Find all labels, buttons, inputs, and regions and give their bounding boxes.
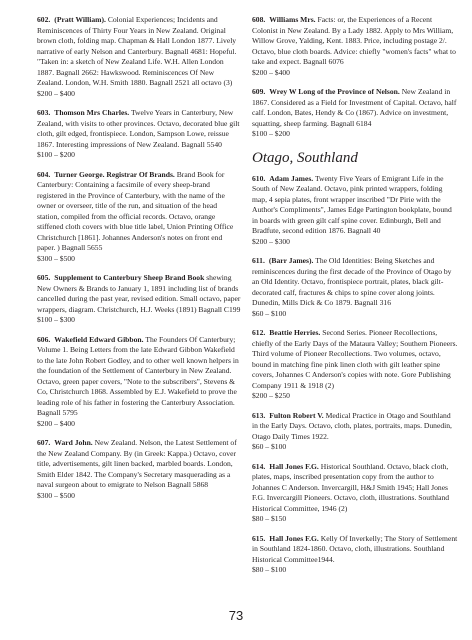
- lot-price: $200 – $400: [37, 88, 75, 98]
- lot-602: [37, 15, 241, 99]
- lot-description: Twelve Years in Canterbury, New Zealand, with visits to other provinces. Octavo, decorated blue gilt cloth, gilt edged, frontispiece. London, Sampson Lowe, reissue 1867. Interesting impressions of New Zealand. Bagnall 5540: [37, 108, 240, 149]
- lot-number: 608.: [252, 15, 266, 24]
- page-number: 73: [228, 608, 244, 623]
- lot-number: 613.: [252, 410, 266, 420]
- lot-description: Medical Practice in Otago and Southland in the Early Days. Octavo, cloth, plates, portraits, maps. Dunedin, Otago Daily Times 1922.: [252, 410, 452, 441]
- lot-description: The Old Identities: Being Sketches and reminiscences during the first decade of the Province of Otago by an Old Identity. Octavo, frontispiece portrait, plates, black gilt-decorated calf, fractures & chips to spine cover along joints. Dunedin, Mills Dick & Co 1879. Bagnall 316: [252, 256, 452, 307]
- lot-heading: Beattie Herries.: [269, 328, 321, 337]
- lot-heading: (Barr James).: [268, 256, 314, 265]
- lot-description: The Founders Of Canterbury; Volume 1. Being Letters from the late Edward Gibbon Wakefield to the late John Robert Godley, and to other well known helpers in the foundation of the Settlement of Canterbury in New Zealand. Octavo, green paper covers, "Note to the subscribers", Stevens & Co, Christchurch 1868. Assembled by E.J. Wakefield to prove the leading role of his father in fostering the Canterbury Association. Bagnall 5795: [37, 334, 239, 417]
- lot-heading: Wrey W Long of the Province of Nelson.: [269, 87, 400, 96]
- section-title: Otago, Southland: [252, 149, 358, 166]
- lot-heading: Wakefield Edward Gibbon.: [54, 334, 144, 344]
- lot-610: [252, 174, 458, 248]
- lot-heading: Hall Jones F.G.: [269, 461, 319, 471]
- lot-price: $300 – $500: [37, 490, 75, 500]
- lot-price: $100 – $300: [37, 315, 75, 324]
- right-column: [252, 15, 458, 585]
- lot-heading: Adam James.: [269, 173, 314, 183]
- lot-number: 606.: [37, 334, 51, 344]
- lot-price: $200 – $250: [252, 391, 290, 400]
- lot-612: [252, 328, 458, 402]
- lot-611: [252, 256, 458, 319]
- lot-description: Historical Southland. Octavo, black cloth, plates, maps, inscribed presentation copy from the author to Johannes C Anderson. Invercargill, H&J Smith 1945; Hall Jones F.G. Invercargill Pioneers. Octavo, cloth, illustrations. Southland Historical Committee, 1946 (2): [252, 461, 450, 513]
- lot-description: Twenty Five Years of Emigrant Life in the South of New Zealand. Octavo, pink printed wrappers, folding map, 4 sepia plates, front wrapper inscribed "Dr Pirie with the Author's Compliments", James Edge Partington bookplate, bound in boards with green gilt calf spine cover. Edinburgh, Bell and Bradfute, second edition 1876. Bagnall 40: [252, 173, 452, 235]
- lot-number: 602.: [37, 15, 51, 24]
- lot-heading: Fulton Robert V.: [269, 410, 324, 420]
- lot-heading: Williams Mrs.: [269, 15, 316, 24]
- lot-number: 603.: [37, 108, 51, 117]
- lot-heading: (Pratt William).: [54, 15, 106, 24]
- left-column: [37, 15, 241, 510]
- lot-description: New Zealand. Nelson, the Latest Settlement of the New Zealand Company. By (in Greek: Kappa.) Octavo, cover title, advertisements, gilt linen backed, marbled boards. London, Smith Elder 1842. The Company's Secretary masquerading as a naval surgeon about to emigrate to Nelson Bagnall 5868: [37, 438, 237, 489]
- lot-615: [252, 534, 458, 576]
- lot-609: [252, 87, 458, 140]
- lot-613: [252, 411, 458, 453]
- lot-description: Second Series. Pioneer Recollections, chiefly of the Early Days of the Mataura Valley; Southern Pioneers. Third volume of Pioneer Recollections. Two volumes, octavo, bound in matching fine pink linen cloth with gilt leather spine covers, Johannes C Anderson's copies with note. Gore Publishing Company 1911 & 1918 (2): [252, 328, 458, 390]
- lot-price: $200 – $300: [252, 236, 290, 246]
- lot-price: $300 – $500: [37, 253, 75, 263]
- lot-number: 610.: [252, 173, 266, 183]
- lot-606: [37, 335, 241, 430]
- lot-number: 615.: [252, 533, 266, 543]
- lot-605: [37, 273, 241, 326]
- lot-description: Kelly Of Inverkelly; The Story of Settlement in Southland 1824-1860. Octavo, cloth, illustrations. Southland Historical Committee1944.: [252, 533, 458, 564]
- lot-description: Facts: or, the Experiences of a Recent Colonist in New Zealand. By a Lady 1882. Apply to Mrs William, Willow Grove, Yalding, Kent. 1883. Price, including postage 2/. Octavo, blue cloth boards. Advice: chiefly "women's facts" what to take and expect. Bagnall 6076: [252, 15, 456, 66]
- lot-description: Colonial Experiences; Incidents and Reminiscences of Thirty Four Years in New Zealand. Original brown cloth, folding map. Chapman & Hall London 1877. Lively narrative of early Nelson and Canterbury. Bagnall 4681: Hopeful. "Taken in: a sketch of New Zealand Life. W.H. Allen London 1887. Bagnall 2662: Hawkswood. Reminiscences Of New Zealand. London, W.H. Smith 1880. Bagnall 2521 all octavo (3): [37, 15, 237, 87]
- lot-number: 611.: [252, 256, 265, 265]
- lot-614: [252, 462, 458, 525]
- lot-price: $100 – $200: [252, 129, 290, 138]
- lot-price: $100 – $200: [37, 150, 75, 159]
- lot-number: 605.: [37, 273, 51, 282]
- lot-608: [252, 15, 458, 78]
- lot-604: [37, 170, 241, 265]
- lot-603: [37, 108, 241, 161]
- lot-price: $200 – $400: [252, 67, 290, 77]
- lot-description: shewing New Owners & Brands to January 1, 1891 including list of brands cancelled during the past year, revised edition. Small octavo, paper wrappers, diagram. Christchurch, H.J. Weeks (1891) Bagnall C199: [37, 273, 241, 314]
- lot-heading: Ward John.: [54, 438, 93, 447]
- lot-description: Brand Book for Canterbury: Containing a facsimile of every sheep-brand registered in the Province of Canterbury, with the name of the owner or overseer, title of the run, and situation of the head station, compiled from the official records. Octavo, orange stiffened cloth covers with blue title label, Union Printing Office Christchurch [1861]. Johannes Anderson's notes on front end paper. ) Bagnall 5655: [37, 169, 234, 252]
- lot-price: $60 – $100: [252, 308, 287, 318]
- lot-price: $80 – $100: [252, 565, 287, 574]
- lot-description: New Zealand in 1867. Considered as a Field for Investment of Capital. Octavo, half calf. London, Bates, Hendy & Co (1867). Advice on investment, squatting, sheep farming. Bagnall 6184: [252, 87, 457, 128]
- lot-heading: Turner George. Registrar Of Brands.: [54, 169, 175, 179]
- lot-number: 609.: [252, 87, 266, 96]
- lot-heading: Hall Jones F.G.: [269, 533, 319, 543]
- lot-heading: Thomson Mrs Charles.: [54, 108, 130, 117]
- lot-number: 607.: [37, 438, 51, 447]
- lot-number: 614.: [252, 461, 266, 471]
- lot-price: $80 – $150: [252, 514, 287, 523]
- lot-607: [37, 438, 241, 501]
- lot-price: $200 – $400: [37, 418, 75, 428]
- lot-heading: Supplement to Canterbury Sheep Brand Book: [54, 273, 205, 282]
- lot-number: 612.: [252, 328, 266, 337]
- lot-price: $60 – $100: [252, 442, 287, 451]
- lot-number: 604.: [37, 169, 51, 179]
